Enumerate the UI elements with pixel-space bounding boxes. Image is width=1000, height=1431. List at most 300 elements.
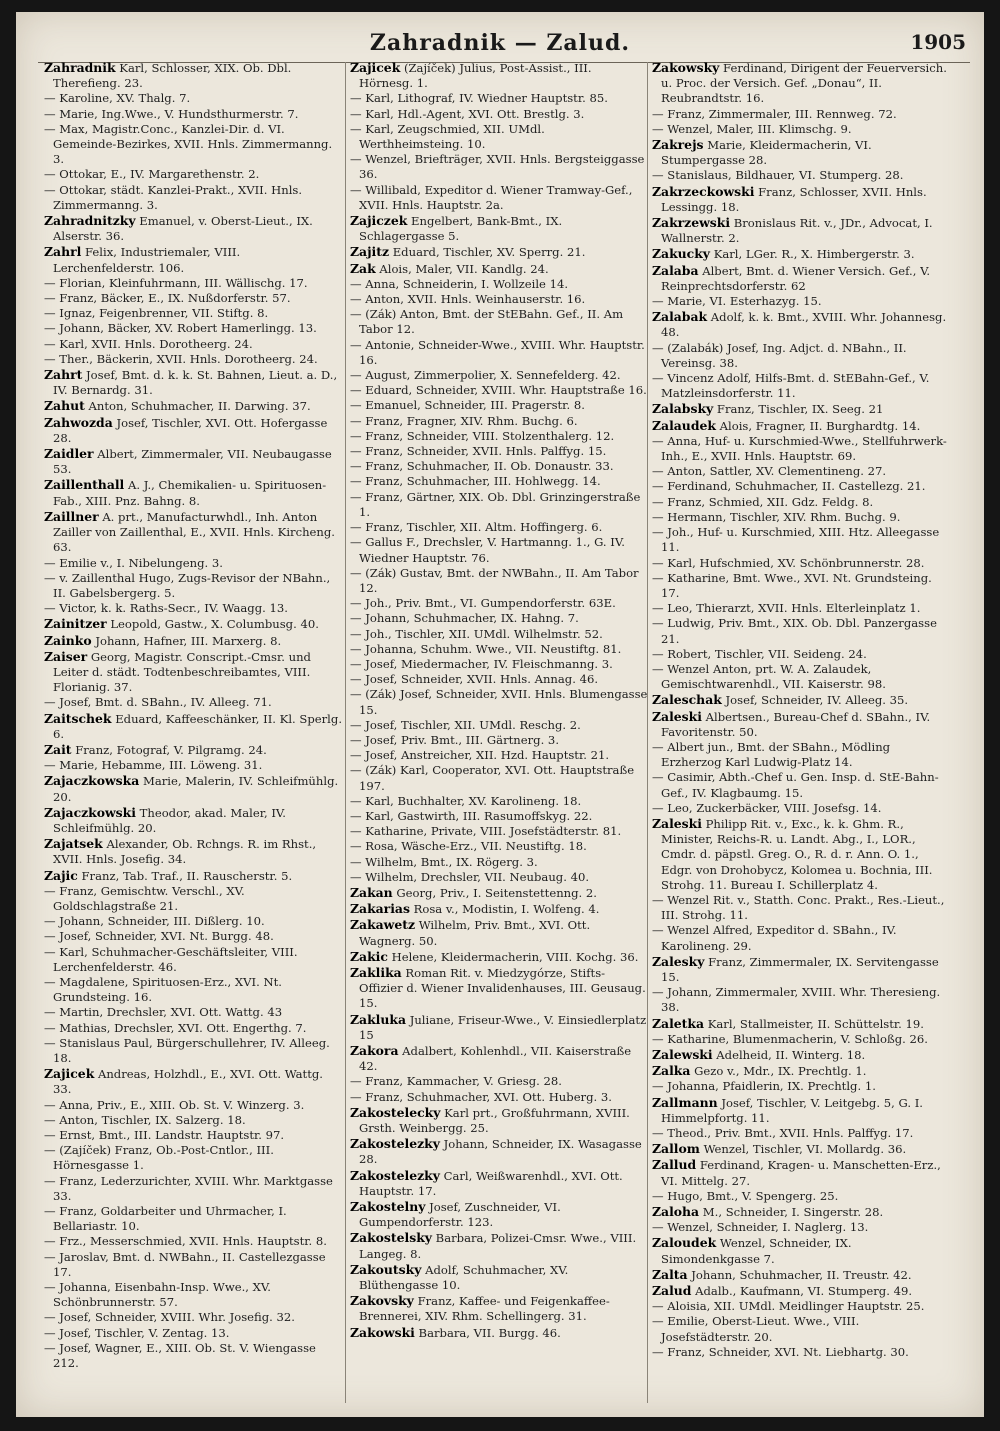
- entry-text: — Josef, Schneider, XVI. Nt. Burgg. 48.: [44, 929, 274, 944]
- directory-entry: [350, 627, 648, 642]
- entry-text: Josef, Zuschneider, VI. Gumpendorferstr. 123.: [359, 1200, 561, 1230]
- entry-text: — August, Zimmerpolier, X. Sennefelderg. 42.: [350, 368, 621, 383]
- directory-entry: [44, 352, 342, 367]
- entry-text: — Franz, Schuhmacher, III. Hohlwegg. 14.: [350, 474, 601, 489]
- entry-text: — Hermann, Tischler, XIV. Rhm. Buchg. 9.: [652, 509, 901, 524]
- entry-text: — Hugo, Bmt., V. Spengerg. 25.: [652, 1188, 839, 1203]
- entry-text: — Marie, Ing.Wwe., V. Hundsthurmerstr. 7.: [44, 106, 299, 121]
- entry-text: — Johanna, Pfaidlerin, IX. Prechtlg. 1.: [652, 1079, 876, 1094]
- directory-entry: [350, 1262, 648, 1293]
- directory-entry: [652, 893, 950, 923]
- entry-text: — Franz, Fragner, XIV. Rhm. Buchg. 6.: [350, 413, 578, 428]
- directory-entry: [652, 495, 950, 510]
- directory-entry: [44, 91, 342, 106]
- directory-entry: [652, 692, 950, 708]
- directory-entry: [652, 801, 950, 816]
- directory-entry: [350, 870, 648, 885]
- entry-text: Theodor, akad. Maler, IV. Schleifmühlg. 20.: [53, 805, 286, 835]
- directory-entry: [350, 566, 648, 596]
- entry-text: — Johann, Schuhmacher, IX. Hahng. 7.: [350, 611, 579, 626]
- entry-surname: Zalka: [652, 1063, 691, 1079]
- entry-surname: Zakarias: [350, 901, 410, 917]
- entry-text: — Joh., Tischler, XII. UMdl. Wilhelmstr. 52.: [350, 626, 603, 641]
- directory-entry: [44, 509, 342, 556]
- directory-entry: [350, 687, 648, 717]
- directory-entry: [44, 649, 342, 696]
- directory-entry: [44, 773, 342, 804]
- entry-text: — Anna, Schneiderin, I. Wollzeile 14.: [350, 276, 569, 291]
- entry-text: — Josef, Priv. Bmt., III. Gärtnerg. 3.: [350, 732, 559, 747]
- entry-text: Franz, Zimmermaler, IX. Servitengasse 15.: [661, 954, 939, 984]
- entry-text: — Frz., Messerschmied, XVII. Hnls. Hauptstr. 8.: [44, 1234, 327, 1249]
- entry-text: — (Zalabák) Josef, Ing. Adjct. d. NBahn., II. Vereinsg. 38.: [652, 340, 907, 370]
- directory-entry: [350, 535, 648, 565]
- directory-entry: [652, 556, 950, 571]
- entry-text: — Stanislaus, Bildhauer, VI. Stumperg. 28.: [652, 168, 904, 183]
- entry-text: Adalbert, Kohlenhdl., VII. Kaiserstraße 42.: [359, 1044, 632, 1074]
- directory-entry: [350, 459, 648, 474]
- entry-text: — Johanna, Schuhm. Wwe., VII. Neustiftg. 81.: [350, 641, 622, 656]
- directory-entry: [350, 368, 648, 383]
- directory-entry: [44, 1174, 342, 1204]
- directory-entry: [44, 945, 342, 975]
- directory-entry: [350, 277, 648, 292]
- entry-text: Josef, Tischler, V. Leitgebg. 5, G. I. Himmelpfortg. 11.: [661, 1095, 923, 1125]
- directory-entry: [44, 1128, 342, 1143]
- entry-text: Gezo v., Mdr., IX. Prechtlg. 1.: [694, 1064, 867, 1079]
- directory-entry: [652, 510, 950, 525]
- entry-text: — Karl, Lithograf, IV. Wiedner Hauptstr. 85.: [350, 91, 608, 106]
- entry-text: — Franz, Schneider, XVII. Hnls. Palffyg. 15.: [350, 444, 607, 459]
- directory-entry: [44, 291, 342, 306]
- entry-text: — Antonie, Schneider-Wwe., XVIII. Whr. Hauptstr. 16.: [350, 337, 645, 367]
- entry-text: — Karl, Gastwirth, III. Rasumoffskyg. 22.: [350, 808, 593, 823]
- entry-text: — (Zák) Josef, Schneider, XVII. Hnls. Blumengasse 15.: [350, 687, 648, 717]
- entry-surname: Zaidler: [44, 446, 94, 462]
- entry-text: Josef, Schneider, IV. Alleeg. 35.: [725, 693, 909, 708]
- directory-entry: [350, 657, 648, 672]
- directory-entry: [652, 1345, 950, 1360]
- entry-text: — Karl, XVII. Hnls. Dorotheerg. 24.: [44, 336, 253, 351]
- entry-text: Roman Rit. v. Miedzygórze, Stifts-Offizier d. Wiener Invalidenhauses, III. Geusaug. 15.: [359, 965, 646, 1011]
- directory-entry: [350, 901, 648, 917]
- entry-surname: Zakostelny: [350, 1199, 426, 1215]
- directory-entry: [652, 60, 950, 107]
- entry-text: — Anna, Priv., E., XIII. Ob. St. V. Winzerg. 3.: [44, 1097, 305, 1112]
- directory-entry: [44, 616, 342, 632]
- entry-surname: Zaillenthall: [44, 477, 125, 493]
- entry-text: Alois, Fragner, II. Burghardtg. 14.: [719, 418, 921, 433]
- directory-entry: [350, 611, 648, 626]
- directory-entry: [652, 985, 950, 1015]
- directory-entry: [652, 479, 950, 494]
- directory-entry: [652, 571, 950, 601]
- directory-entry: [44, 805, 342, 836]
- entry-text: Barbara, Polizei-Cmsr. Wwe., VIII. Langeg. 8.: [359, 1231, 637, 1261]
- directory-entry: [350, 1043, 648, 1074]
- directory-entry: [44, 183, 342, 213]
- directory-entry: [350, 292, 648, 307]
- entry-surname: Zakoutsky: [350, 1261, 422, 1277]
- entry-text: — Karl, Hdl.-Agent, XVI. Ott. Brestlg. 3.: [350, 106, 585, 121]
- entry-text: — Florian, Kleinfuhrmann, III. Wällischg. 17.: [44, 275, 308, 290]
- entry-text: Josef, Tischler, XVI. Ott. Hofergasse 28.: [53, 415, 328, 445]
- directory-entry: [350, 398, 648, 413]
- entry-surname: Zahut: [44, 398, 85, 414]
- entry-text: — Jaroslav, Bmt. d. NWBahn., II. Castellezgasse 17.: [44, 1249, 326, 1279]
- directory-entry: [350, 1136, 648, 1167]
- entry-text: Adolf, Schuhmacher, XV. Blüthengasse 10.: [359, 1262, 569, 1293]
- entry-surname: Zaillner: [44, 508, 99, 524]
- directory-entry: [350, 794, 648, 809]
- directory-entry: [44, 244, 342, 275]
- entry-text: Marie, Kleidermacherin, VI. Stumpergasse 28.: [661, 138, 872, 168]
- entry-text: — Franz, Schmied, XII. Gdz. Feldg. 8.: [652, 494, 874, 509]
- entry-surname: Zalaudek: [652, 417, 716, 433]
- directory-entry: [44, 914, 342, 929]
- directory-entry: [652, 740, 950, 770]
- entry-surname: Zakucky: [652, 246, 710, 262]
- entry-surname: Zakostelezky: [350, 1167, 440, 1183]
- directory-entry: [652, 168, 950, 183]
- entry-text: — Wilhelm, Drechsler, VII. Neubaug. 40.: [350, 869, 590, 884]
- entry-surname: Zakowski: [350, 1324, 415, 1340]
- directory-entry: [652, 647, 950, 662]
- directory-entry: [350, 1105, 648, 1136]
- directory-entry: [652, 263, 950, 294]
- entry-text: — Ther., Bäckerin, XVII. Hnls. Dorotheerg. 24.: [44, 351, 318, 366]
- directory-entry: [652, 122, 950, 137]
- entry-text: — Wenzel, Maler, III. Klimschg. 9.: [652, 121, 852, 136]
- directory-entry: [44, 367, 342, 398]
- entry-surname: Zakrzeckowski: [652, 183, 755, 199]
- entry-text: — Wenzel, Briefträger, XVII. Hnls. Bergsteiggasse 36.: [350, 152, 645, 182]
- directory-entry: [350, 1199, 648, 1230]
- entry-surname: Zajitz: [350, 244, 390, 260]
- directory-entry: [652, 1314, 950, 1344]
- entry-text: — Ludwig, Priv. Bmt., XIX. Ob. Dbl. Panzergasse 21.: [652, 616, 937, 646]
- directory-entry: [44, 107, 342, 122]
- directory-entry: [44, 122, 342, 168]
- entry-text: — Josef, Tischler, V. Zentag. 13.: [44, 1325, 230, 1340]
- entry-text: — Franz, Schneider, XVI. Nt. Liebhartg. 30.: [652, 1344, 909, 1359]
- entry-text: — Josef, Schneider, XVIII. Whr. Josefig. 32.: [44, 1310, 295, 1325]
- entry-text: — Karl, Zeugschmied, XII. UMdl. Werthheimsteing. 10.: [350, 121, 545, 152]
- entry-text: Wenzel, Tischler, VI. Mollardg. 36.: [703, 1142, 907, 1157]
- entry-text: — (Zák) Anton, Bmt. der StEBahn. Gef., II. Am Tabor 12.: [350, 307, 624, 337]
- entry-surname: Zalaba: [652, 262, 699, 278]
- entry-text: Karl, LGer. R., X. Himbergerstr. 3.: [713, 247, 915, 262]
- directory-entry: [44, 884, 342, 914]
- directory-entry: [350, 1168, 648, 1199]
- directory-entry: [652, 294, 950, 309]
- entry-text: — Wenzel Anton, prt. W. A. Zalaudek, Gemischtwarenhdl., VII. Kaiserstr. 98.: [652, 661, 886, 692]
- entry-text: — Robert, Tischler, VII. Seideng. 24.: [652, 646, 867, 661]
- entry-text: — Joh., Huf- u. Kurschmied, XIII. Htz. Alleegasse 11.: [652, 525, 940, 555]
- entry-text: Ferdinand, Kragen- u. Manschetten-Erz., VI. Mittelg. 27.: [661, 1158, 941, 1188]
- entry-text: — Emilie, Oberst-Lieut. Wwe., VIII. Josefstädterstr. 20.: [652, 1314, 860, 1344]
- entry-text: — Franz, Schneider, VIII. Stolzenthalerg. 12.: [350, 428, 615, 443]
- directory-entry: [350, 429, 648, 444]
- entry-text: — Anna, Huf- u. Kurschmied-Wwe., Stellfuhrwerk-Inh., E., XVII. Hnls. Hauptstr. 69.: [652, 433, 947, 464]
- page-title: Zahradnik — Zalud.: [369, 30, 631, 56]
- entry-text: — v. Zaillenthal Hugo, Zugs-Revisor der NBahn., II. Gabelsbergerg. 5.: [44, 570, 331, 600]
- directory-entry: [350, 338, 648, 368]
- entry-surname: Zaletka: [652, 1015, 705, 1031]
- entry-text: Alexander, Ob. Rchngs. R. im Rhst., XVII. Hnls. Josefig. 34.: [53, 837, 317, 867]
- entry-surname: Zajatsek: [44, 836, 103, 852]
- entry-surname: Zakora: [350, 1043, 399, 1058]
- directory-entry: [652, 616, 950, 646]
- entry-surname: Zallmann: [652, 1094, 718, 1110]
- entry-text: Albert, Zimmermaler, VII. Neubaugasse 53.: [53, 447, 332, 477]
- entry-text: — Joh., Priv. Bmt., VI. Gumpendorferstr. 63E.: [350, 596, 616, 611]
- page-header: [16, 30, 984, 62]
- entry-text: — Anton, Tischler, IX. Salzerg. 18.: [44, 1112, 246, 1127]
- entry-text: — Karoline, XV. Thalg. 7.: [44, 91, 191, 106]
- entry-text: — Vincenz Adolf, Hilfs-Bmt. d. StEBahn-Gef., V. Matzleinsdorferstr. 11.: [652, 371, 930, 401]
- entry-text: Eduard, Kaffeeschänker, II. Kl. Sperlg. 6.: [53, 711, 342, 741]
- entry-text: Juliane, Friseur-Wwe., V. Einsiedlerplatz 15: [359, 1012, 647, 1042]
- directory-entry: [44, 556, 342, 571]
- directory-entry: [652, 709, 950, 740]
- entry-text: — Franz, Schuhmacher, XVI. Ott. Huberg. 3.: [350, 1089, 612, 1104]
- entry-text: — Anton, XVII. Hnls. Weinhauserstr. 16.: [350, 292, 586, 307]
- directory-entry: [652, 1079, 950, 1094]
- entry-text: — Karl, Buchhalter, XV. Karolineng. 18.: [350, 793, 582, 808]
- entry-text: Philipp Rit. v., Exc., k. k. Ghm. R., Minister, Reichs-R. u. Landt. Abg., I., LOR., Cmdr. d. päpstl. Greg. O., R. d. r. Ann. O. 1., Edgr. von Drohobycz, Kolomea u. Bochnia, III. Strohg. 11. Bureau I. Schillerplatz 4.: [661, 816, 933, 892]
- entry-surname: Zaleski: [652, 815, 702, 831]
- directory-entry: [652, 1126, 950, 1141]
- entry-text: Alois, Maler, VII. Kandlg. 24.: [379, 261, 549, 276]
- directory-entry: [652, 1204, 950, 1220]
- directory-page: [16, 12, 984, 1417]
- directory-entry: [350, 809, 648, 824]
- entry-surname: Zaitschek: [44, 710, 112, 726]
- directory-entry: [652, 401, 950, 417]
- directory-entry: [652, 1157, 950, 1188]
- entry-text: — Max, Magistr.Conc., Kanzlei-Dir. d. VI. Gemeinde-Bezirkes, XVII. Hnls. Zimmermanng. 3.: [44, 121, 333, 167]
- entry-text: — (Zajíček) Franz, Ob.-Post-Cntlor., III. Hörnesgasse 1.: [44, 1143, 274, 1173]
- directory-entry: [350, 855, 648, 870]
- entry-text: — (Zák) Gustav, Bmt. der NWBahn., II. Am Tabor 12.: [350, 565, 639, 595]
- entry-surname: Zajicek: [350, 60, 401, 75]
- entry-text: Felix, Industriemaler, VIII. Lerchenfelderstr. 106.: [53, 245, 241, 275]
- entry-text: Barbara, VII. Burgg. 46.: [418, 1325, 561, 1340]
- directory-entry: [44, 213, 342, 244]
- entry-surname: Zainko: [44, 632, 92, 648]
- entry-surname: Zakostelezky: [350, 1136, 440, 1152]
- entry-surname: Zakostelecky: [350, 1104, 441, 1120]
- directory-entry: [350, 490, 648, 520]
- directory-entry: [44, 1143, 342, 1173]
- entry-text: — Stanislaus Paul, Bürgerschullehrer, IV. Alleeg. 18.: [44, 1035, 330, 1065]
- directory-entry: [350, 949, 648, 965]
- entry-surname: Zahrt: [44, 367, 83, 383]
- directory-entry: [44, 868, 342, 884]
- entry-text: — Ottokar, städt. Kanzlei-Prakt., XVII. Hnls. Zimmermanng. 3.: [44, 182, 303, 212]
- directory-entry: [652, 1047, 950, 1063]
- entry-text: — Magdalene, Spirituosen-Erz., XVI. Nt. Grundsteing. 16.: [44, 974, 282, 1005]
- entry-text: M., Schneider, I. Singerstr. 28.: [702, 1205, 884, 1220]
- entry-text: — Franz, Tischler, XII. Altm. Hoffingerg. 6.: [350, 520, 603, 535]
- directory-entry: [350, 748, 648, 763]
- directory-entry: [652, 1220, 950, 1235]
- entry-text: Eduard, Tischler, XV. Sperrg. 21.: [392, 245, 586, 260]
- entry-surname: Zajaczkowski: [44, 804, 136, 820]
- page-number: 1905: [910, 30, 966, 54]
- entry-text: Franz, Fotograf, V. Pilgramg. 24.: [75, 742, 267, 757]
- entry-surname: Zajiczek: [350, 213, 408, 229]
- directory-entry: [44, 1204, 342, 1234]
- entry-text: — Wenzel, Schneider, I. Naglerg. 13.: [652, 1220, 869, 1235]
- entry-surname: Zakostelsky: [350, 1230, 432, 1246]
- directory-entry: [652, 1267, 950, 1283]
- directory-entry: [44, 711, 342, 742]
- entry-surname: Zahradnik: [44, 60, 116, 75]
- entry-text: — Mathias, Drechsler, XVI. Ott. Engerthg. 7.: [44, 1020, 307, 1035]
- directory-entry: [652, 1095, 950, 1126]
- directory-entry: [350, 733, 648, 748]
- directory-entry: [44, 1250, 342, 1280]
- directory-entry: [652, 1141, 950, 1157]
- directory-entry: [350, 885, 648, 901]
- entry-text: — Franz, Goldarbeiter und Uhrmacher, I. Bellariastr. 10.: [44, 1204, 287, 1234]
- entry-text: Franz, Schlosser, XVII. Hnls. Lessingg. 18.: [661, 184, 927, 214]
- entry-text: — Emilie v., I. Nibelungeng. 3.: [44, 555, 223, 570]
- directory-entry: [652, 770, 950, 800]
- entry-text: Josef, Bmt. d. k. k. St. Bahnen, Lieut. a. D., IV. Bernardg. 31.: [53, 368, 338, 398]
- directory-entry: [652, 246, 950, 262]
- entry-surname: Zalabak: [652, 309, 708, 325]
- directory-entry: [44, 1280, 342, 1310]
- directory-entry: [652, 816, 950, 893]
- entry-surname: Zaloudek: [652, 1235, 717, 1251]
- directory-entry: [44, 321, 342, 336]
- directory-entry: [652, 525, 950, 555]
- directory-entry: [350, 183, 648, 213]
- directory-entry: [652, 418, 950, 434]
- entry-text: Franz, Tab. Traf., II. Rauscherstr. 5.: [81, 868, 293, 883]
- entry-text: — Theod., Priv. Bmt., XVII. Hnls. Palffyg. 17.: [652, 1126, 914, 1141]
- directory-entry: [350, 1012, 648, 1043]
- directory-entry: [44, 975, 342, 1005]
- directory-entry: [652, 1063, 950, 1079]
- directory-entry: [350, 1325, 648, 1341]
- directory-entry: [652, 1235, 950, 1266]
- entry-text: Johann, Schuhmacher, II. Treustr. 42.: [691, 1267, 912, 1282]
- directory-entry: [350, 60, 648, 91]
- directory-entry: [44, 167, 342, 182]
- directory-column-3: [652, 60, 950, 1360]
- entry-text: — Wenzel Rit. v., Statth. Conc. Prakt., Res.-Lieut., III. Strohg. 11.: [652, 892, 945, 923]
- entry-text: — Leo, Thierarzt, XVII. Hnls. Elterleinplatz 1.: [652, 601, 921, 616]
- directory-entry: [44, 742, 342, 758]
- directory-entry: [652, 215, 950, 246]
- directory-entry: [350, 152, 648, 182]
- directory-column-2: [350, 60, 648, 1341]
- directory-entry: [44, 1341, 342, 1371]
- entry-text: — Karl, Schuhmacher-Geschäftsleiter, VIII. Lerchenfelderstr. 46.: [44, 944, 298, 974]
- directory-entry: [652, 309, 950, 340]
- directory-entry: [44, 929, 342, 944]
- entry-text: — Victor, k. k. Raths-Secr., IV. Waagg. 13.: [44, 601, 288, 616]
- directory-entry: [44, 446, 342, 477]
- entry-surname: Zalesky: [652, 953, 705, 969]
- directory-entry: [350, 1230, 648, 1261]
- entry-surname: Zajic: [44, 867, 78, 883]
- entry-text: — Ottokar, E., IV. Margarethenstr. 2.: [44, 167, 260, 182]
- directory-entry: [652, 137, 950, 168]
- entry-surname: Zaiser: [44, 648, 88, 664]
- entry-text: — Ernst, Bmt., III. Landstr. Hauptstr. 97.: [44, 1128, 285, 1143]
- entry-text: Albertsen., Bureau-Chef d. SBahn., IV. Favoritenstr. 50.: [661, 709, 931, 739]
- entry-surname: Zaleschak: [652, 692, 722, 708]
- entry-text: Wenzel, Schneider, IX. Simondenkgasse 7.: [661, 1236, 852, 1266]
- entry-text: — (Zák) Karl, Cooperator, XVI. Ott. Hauptstraße 197.: [350, 763, 635, 793]
- directory-entry: [652, 1032, 950, 1047]
- entry-text: Georg, Magistr. Conscript.-Cmsr. und Leiter d. städt. Todtenbeschreibamtes, VIII. Florianig. 37.: [53, 649, 311, 695]
- directory-entry: [44, 633, 342, 649]
- directory-entry: [350, 672, 648, 687]
- entry-surname: Zahradnitzky: [44, 213, 136, 229]
- entry-text: — Katharine, Private, VIII. Josefstädterstr. 81.: [350, 824, 622, 839]
- directory-entry: [44, 415, 342, 446]
- entry-text: Marie, Malerin, IV. Schleifmühlg. 20.: [53, 774, 339, 804]
- entry-text: (Zajíček) Julius, Post-Assist., III. Hörnesg. 1.: [359, 61, 592, 91]
- entry-surname: Zalta: [652, 1266, 688, 1282]
- directory-entry: [652, 923, 950, 953]
- entry-text: Carl, Weißwarenhdl., XVI. Ott. Hauptstr. 17.: [359, 1168, 623, 1198]
- directory-entry: [350, 642, 648, 657]
- entry-text: Karl, Stallmeister, II. Schüttelstr. 19.: [707, 1016, 924, 1031]
- directory-entry: [350, 839, 648, 854]
- entry-text: — Josef, Schneider, XVII. Hnls. Annag. 46.: [350, 672, 599, 687]
- entry-text: A. prt., Manufacturwhdl., Inh. Anton Zailler von Zaillenthal, E., XVII. Hnls. Kircheng. 63.: [53, 509, 335, 555]
- entry-surname: Zaklika: [350, 964, 402, 980]
- directory-entry: [44, 1234, 342, 1249]
- entry-surname: Zalewski: [652, 1047, 713, 1062]
- entry-surname: Zainitzer: [44, 616, 107, 632]
- directory-entry: [44, 1021, 342, 1036]
- entry-text: Rosa v., Modistin, I. Wolfeng. 4.: [413, 902, 600, 917]
- entry-text: — Franz, Kammacher, V. Griesg. 28.: [350, 1074, 562, 1089]
- entry-surname: Zakluka: [350, 1011, 406, 1027]
- entry-surname: Zaleski: [652, 708, 702, 724]
- entry-text: — Leo, Zuckerbäcker, VIII. Josefsg. 14.: [652, 800, 882, 815]
- entry-text: — Marie, Hebamme, III. Löweng. 31.: [44, 758, 263, 773]
- directory-entry: [350, 213, 648, 244]
- directory-entry: [350, 414, 648, 429]
- directory-entry: [350, 383, 648, 398]
- entry-text: — Johann, Schneider, III. Dißlerg. 10.: [44, 914, 265, 929]
- entry-surname: Zakic: [350, 948, 388, 964]
- directory-entry: [44, 1310, 342, 1325]
- entry-surname: Zallom: [652, 1141, 700, 1157]
- directory-entry: [652, 662, 950, 692]
- directory-entry: [652, 1283, 950, 1299]
- directory-entry: [350, 965, 648, 1012]
- entry-surname: Zajaczkowska: [44, 773, 140, 789]
- directory-entry: [44, 337, 342, 352]
- entry-surname: Zahrl: [44, 244, 82, 260]
- entry-text: Johann, Schneider, IX. Wasagasse 28.: [359, 1137, 642, 1167]
- directory-entry: [44, 1098, 342, 1113]
- directory-entry: [652, 184, 950, 215]
- directory-entry: [350, 1293, 648, 1324]
- entry-text: — Anton, Sattler, XV. Clementineng. 27.: [652, 464, 887, 479]
- entry-surname: Zait: [44, 741, 72, 757]
